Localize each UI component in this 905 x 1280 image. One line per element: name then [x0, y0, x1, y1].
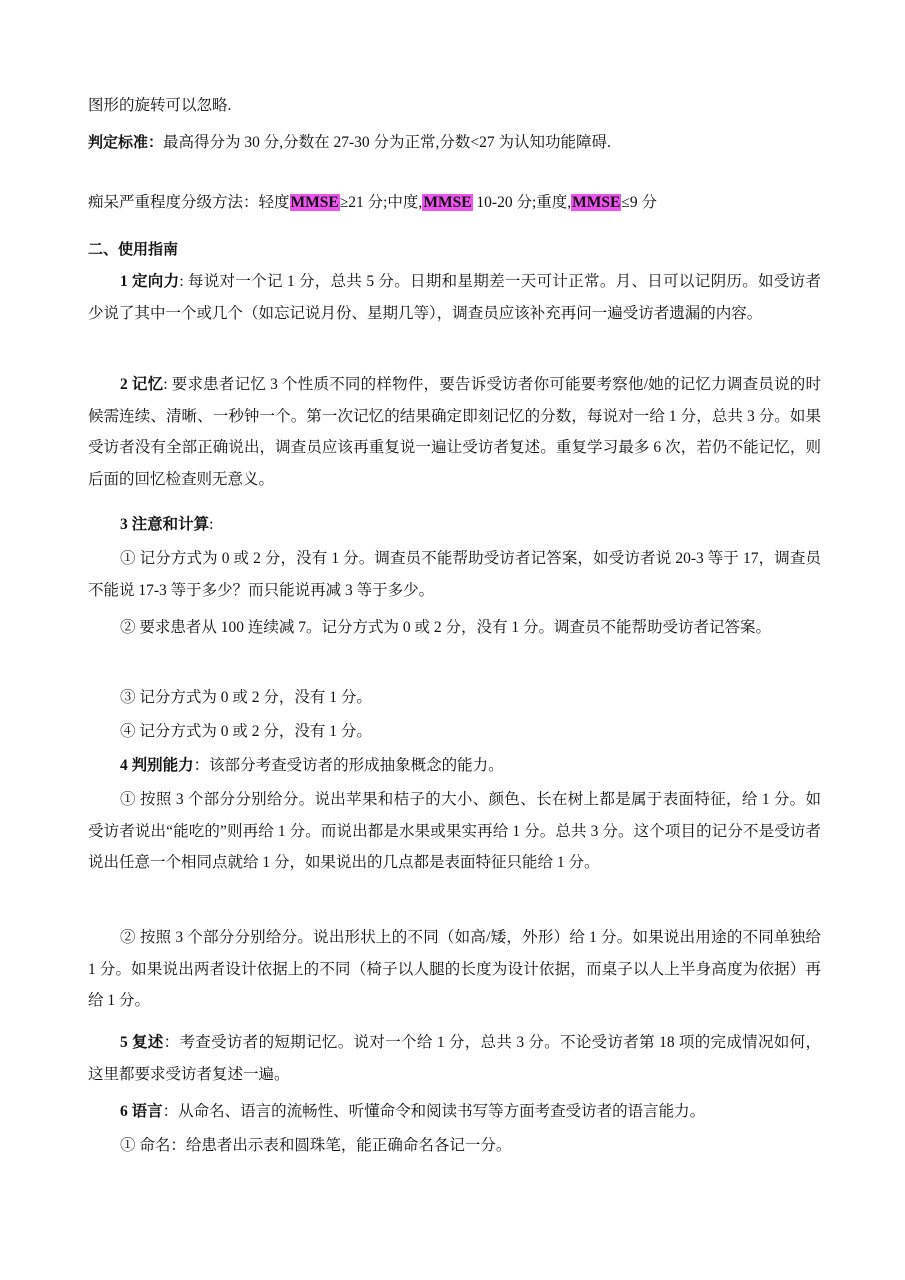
item-label: 1 定向力 [120, 273, 180, 290]
mmse-highlight: MMSE [423, 194, 472, 211]
section-title: 二、使用指南 [88, 240, 179, 258]
grading-prefix: 痴呆严重程度分级方法：轻度 [88, 194, 290, 211]
criteria-line [88, 130, 611, 152]
paragraph-memory: 2 记忆: 要求患者记忆 3 个性质不同的样物件，要告诉受访者你可能要考察他/她的记忆力调查员说的时候需连续、清晰、一秒钟一个。第一次记忆的结果确定即刻记忆的分数，每说对一给 1 分，总共 3 分。如果受访者没有全部正确说出，调查员应该再重复说一遍让受访者复述。重复学习最多 6 次，若仍不能记忆，则后面的回忆检查则无意义。 [88, 376, 821, 488]
paragraph-language-1: ① 命名：给患者出示表和圆珠笔，能正确命名各记一分。 [120, 1137, 512, 1154]
paragraph-attention-2: ② 要求患者从 100 连续减 7。记分方式为 0 或 2 分，没有 1 分。调查员不能帮助受访者记答案。 [120, 619, 772, 636]
item-label: 2 记忆 [120, 376, 164, 393]
paragraph-attention-4: ④ 记分方式为 0 或 2 分，没有 1 分。 [120, 723, 372, 740]
intro-line: 图形的旋转可以忽略. [88, 97, 232, 114]
paragraph-judgment: 4 判别能力：该部分考查受访者的形成抽象概念的能力。 [120, 757, 504, 774]
grading-mild: ≥21 分;中度, [339, 194, 423, 211]
paragraph-attention-3: ③ 记分方式为 0 或 2 分，没有 1 分。 [120, 689, 372, 706]
paragraph-attention: 3 注意和计算: [120, 516, 214, 533]
paragraph-attention-1: ① 记分方式为 0 或 2 分，没有 1 分。调查员不能帮助受访者记答案，如受访者说 20-3 等于 17，调查员不能说 17-3 等于多少？而只能说再减 3 等于多少。 [88, 550, 821, 599]
grading-severe: ≤9 分 [621, 194, 657, 211]
paragraph-orientation: 1 定向力: 每说对一个记 1 分，总共 5 分。日期和星期差一天可计正常。月、日可以记阴历。如受访者少说了其中一个或几个（如忘记说月份、星期几等），调查员应该补充再问一遍受访者遗漏的内容。 [88, 273, 821, 322]
grading-moderate: 10-20 分;重度, [472, 194, 572, 211]
criteria-text: 最高得分为 30 分,分数在 27-30 分为正常,分数<27 为认知功能障碍. [163, 134, 611, 151]
paragraph-judgment-1: ① 按照 3 个部分分别给分。说出苹果和桔子的大小、颜色、长在树上都是属于表面特征，给 1 分。如受访者说出“能吃的”则再给 1 分。而说出都是水果或果实再给 1 分。总共 3 分。这个项目的记分不是受访者说出任意一个相同点就给 1 分，如果说出的几点都是表面特征只能给 1 分。 [88, 791, 821, 871]
mmse-highlight: MMSE [290, 194, 339, 211]
item-label: 3 注意和计算 [120, 516, 210, 533]
item-label: 4 判别能力 [120, 757, 194, 774]
item-label: 6 语言 [120, 1103, 163, 1120]
item-label: 5 复述 [120, 1034, 164, 1051]
paragraph-language: 6 语言：从命名、语言的流畅性、听懂命令和阅读书写等方面考查受访者的语言能力。 [120, 1103, 706, 1120]
mmse-highlight: MMSE [572, 194, 621, 211]
paragraph-judgment-2: ② 按照 3 个部分分别给分。说出形状上的不同（如高/矮，外形）给 1 分。如果说出用途的不同单独给 1 分。如果说出两者设计依据上的不同（椅子以人腿的长度为设计依据，而桌子以人上半身高度为依据）再给 1 分。 [88, 929, 821, 1009]
criteria-label: 判定标准： [88, 133, 164, 151]
paragraph-recall: 5 复述：考查受访者的短期记忆。说对一个给 1 分，总共 3 分。不论受访者第 18 项的完成情况如何，这里都要求受访者复述一遍。 [88, 1034, 821, 1083]
grading-line [88, 190, 657, 212]
